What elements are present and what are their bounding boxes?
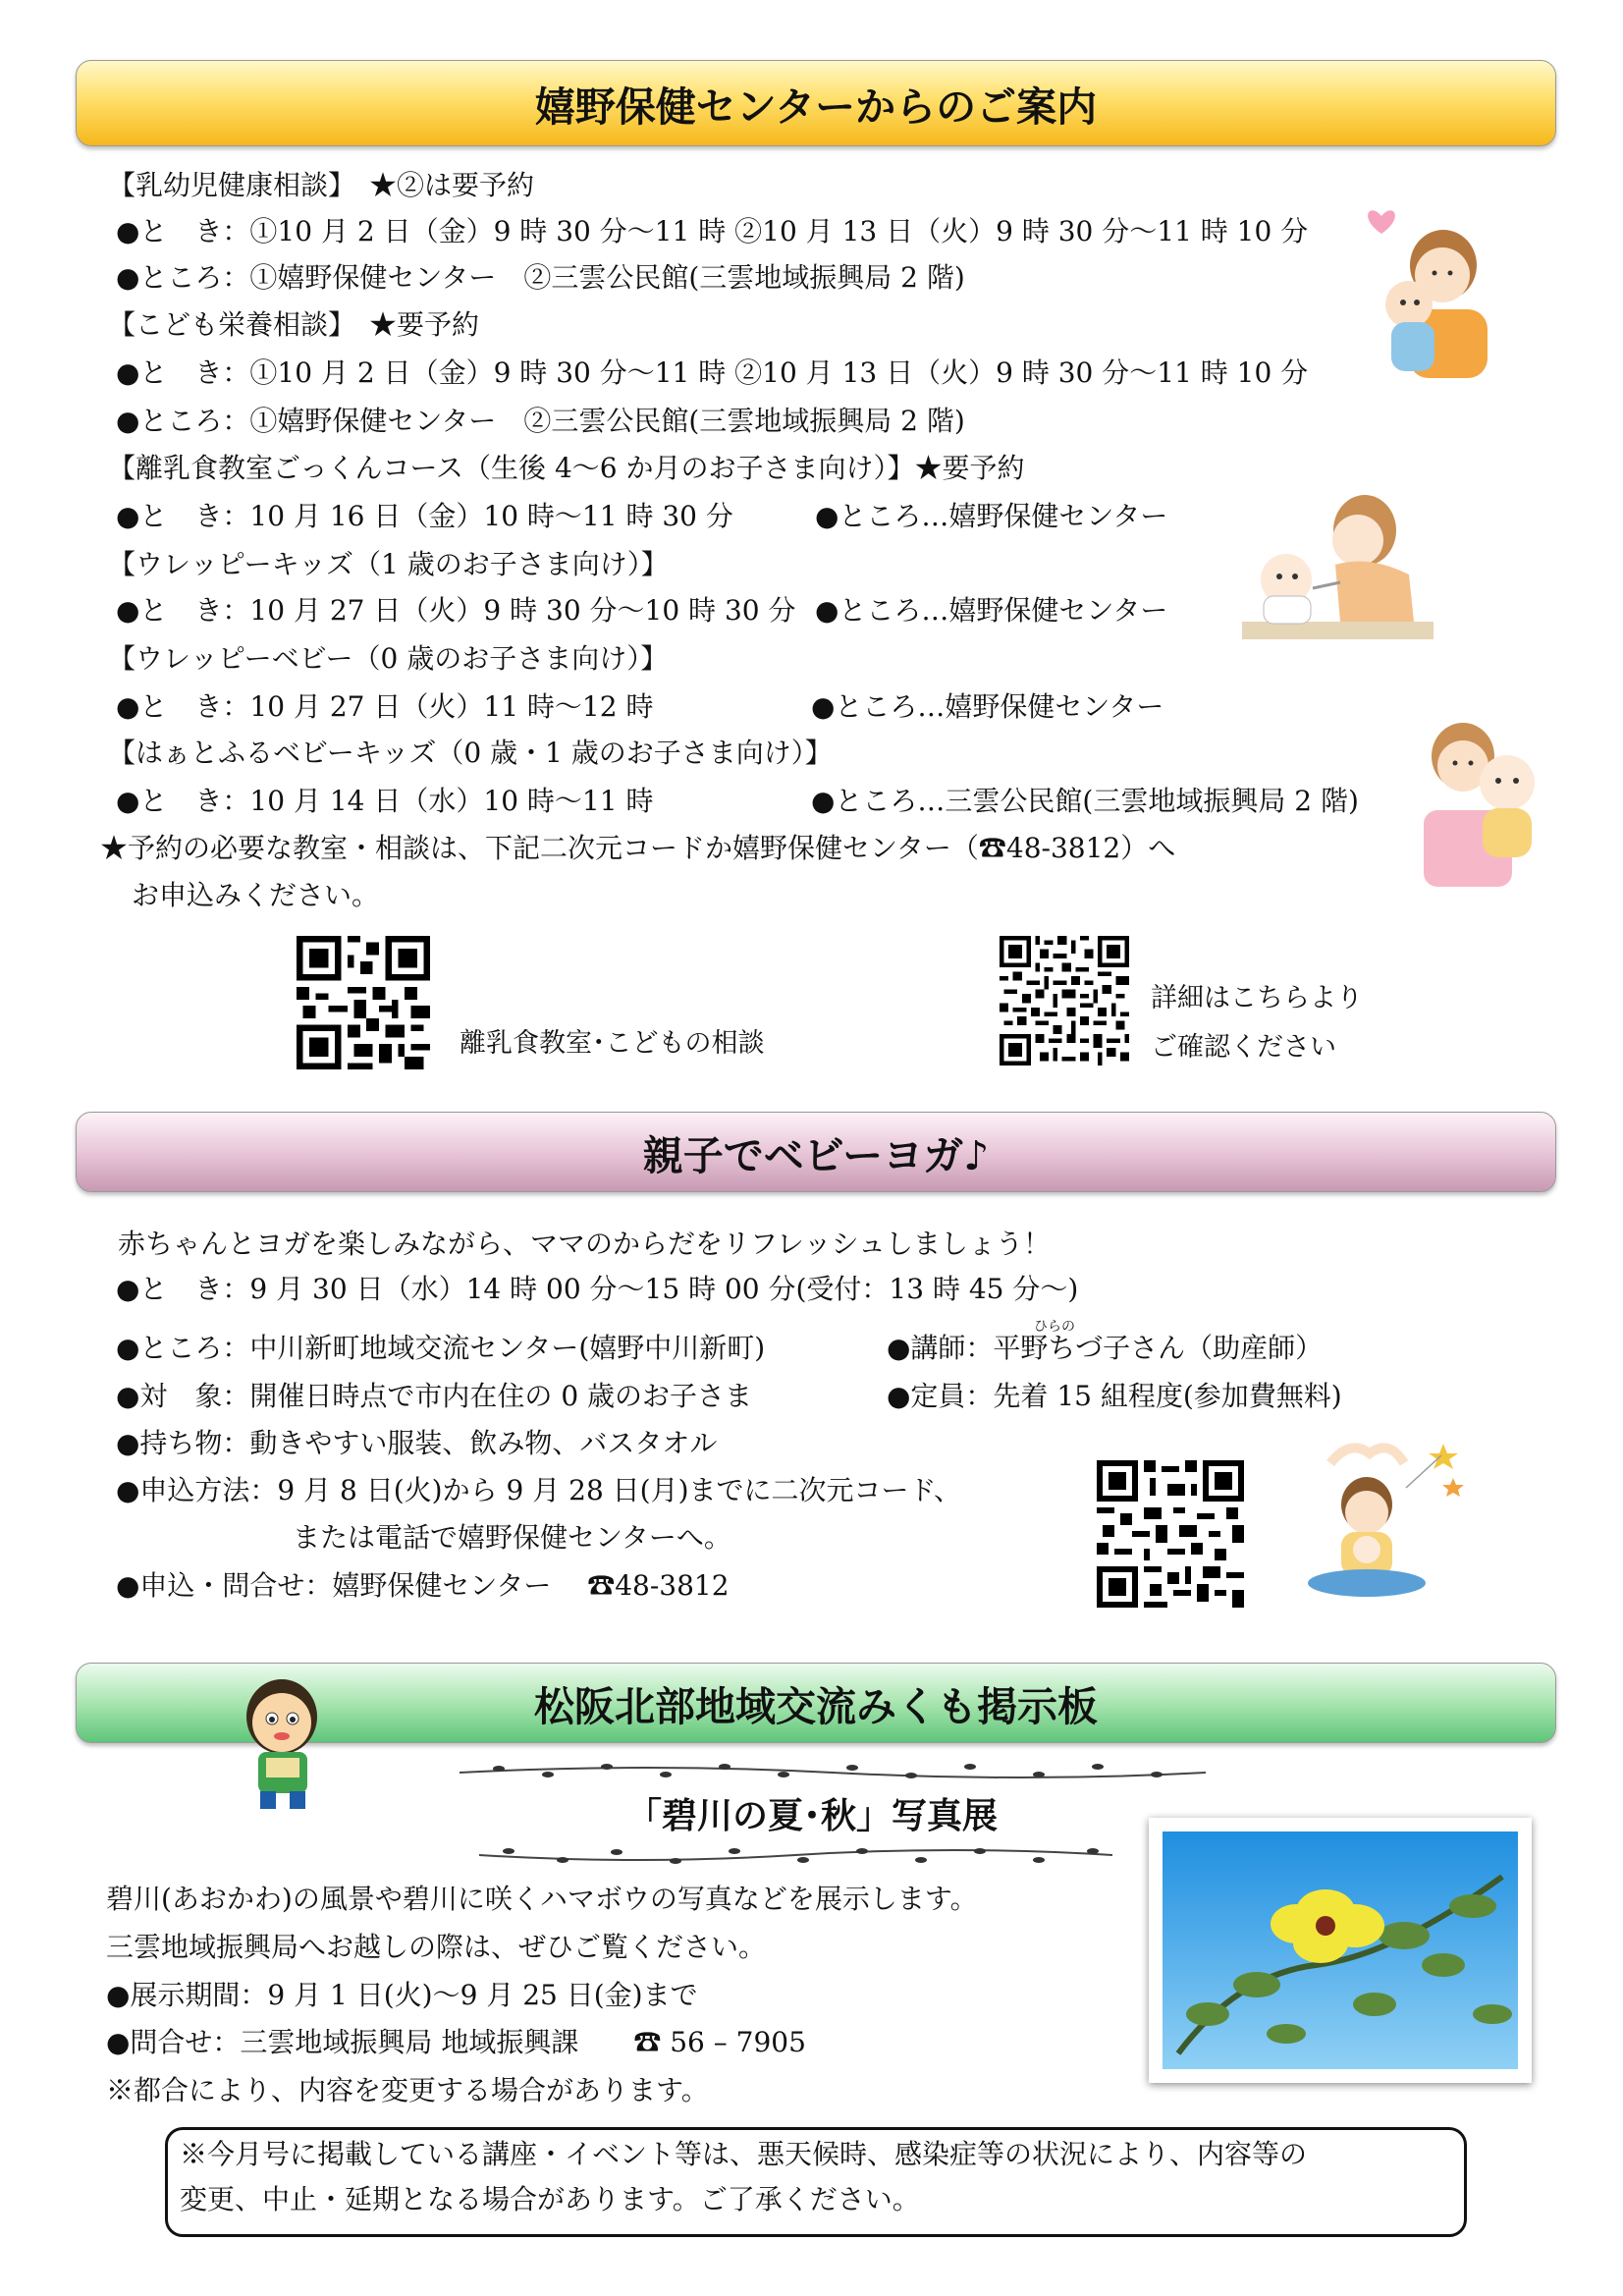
yoga-apply-method-cont: または電話で嬉野保健センターへ。: [293, 1521, 731, 1554]
notice-line-1: ※今月号に掲載している講座・イベント等は、悪天候時、感染症等の状況により、内容等の: [180, 2138, 1308, 2170]
mascot-character-illustration: [239, 1675, 327, 1813]
yoga-instructor: ●講師：平野ちづ子さん（助産師）: [887, 1332, 1324, 1364]
yoga-capacity: ●定員：先着 15 組程度(参加費無料): [887, 1380, 1342, 1412]
reservation-note: ★予約の必要な教室・相談は、下記二次元コードか嬉野保健センター（☎48-3812）へ: [100, 832, 1176, 864]
exhibit-disclaimer: ※都合により、内容を変更する場合があります。: [106, 2074, 709, 2106]
ureppi-baby-where: ●ところ…嬉野保健センター: [811, 690, 1164, 723]
yoga-items: ●持ち物：動きやすい服装、飲み物、バスタオル: [116, 1427, 718, 1459]
qr-code-icon: [297, 936, 430, 1069]
vine-decoration-bottom: [479, 1843, 1112, 1869]
hamabou-flower-photo: [1149, 1818, 1532, 2083]
ureppi-kids-where: ●ところ…嬉野保健センター: [815, 594, 1168, 627]
heading-nutrition-consult: 【こども栄養相談】 ★要予約: [108, 308, 480, 341]
mother-holding-baby-illustration: [1360, 196, 1492, 383]
section-banner-health-center: [76, 60, 1556, 146]
qr1-caption: 離乳食教室･こどもの相談: [460, 1028, 765, 1059]
qr-code-details[interactable]: [1000, 936, 1129, 1066]
heading-infant-consult: 【乳幼児健康相談】 ★②は要予約: [108, 169, 535, 201]
exhibit-period: ●展示期間：9 月 1 日(火)～9 月 25 日(金)まで: [106, 1979, 698, 2011]
yoga-where: ●ところ：中川新町地域交流センター(嬉野中川新町): [116, 1332, 766, 1364]
weaning-class-when: ●と き：10 月 16 日（金）10 時～11 時 30 分: [116, 500, 733, 532]
yoga-apply-method: ●申込方法：9 月 8 日(火)から 9 月 28 日(月)までに二次元コード、: [116, 1474, 961, 1506]
qr-code-icon: [1000, 936, 1129, 1066]
mother-feeding-baby-illustration: [1242, 486, 1434, 643]
heartful-kids-where: ●ところ…三雲公民館(三雲地域振興局 2 階): [811, 785, 1359, 817]
notice-line-2: 変更、中止・延期となる場合があります。ご了承ください。: [180, 2183, 920, 2215]
ureppi-kids-when: ●と き：10 月 27 日（火）9 時 30 分～10 時 30 分: [116, 594, 796, 627]
heading-ureppi-kids: 【ウレッピーキッズ（1 歳のお子さま向け）】: [108, 548, 669, 580]
ureppi-baby-when: ●と き：10 月 27 日（火）11 時～12 時: [116, 690, 654, 723]
yoga-contact: ●申込・問合せ：嬉野保健センター ☎48-3812: [116, 1569, 730, 1602]
flower-photo-image: [1149, 1818, 1532, 2083]
vine-decoration-top: [460, 1759, 1206, 1784]
heading-heartful-kids: 【はぁとふるベビーキッズ（0 歳・1 歳のお子さま向け）】: [108, 737, 833, 769]
yoga-target: ●対 象：開催日時点で市内在住の 0 歳のお子さま: [116, 1380, 753, 1412]
heartful-kids-when: ●と き：10 月 14 日（水）10 時～11 時: [116, 785, 654, 817]
qr-code-weaning-consult[interactable]: [297, 936, 430, 1069]
mother-hugging-baby-illustration: [1414, 712, 1546, 889]
heading-weaning-class: 【離乳食教室ごっくんコース（生後 4～6 か月のお子さま向け）】★要予約: [108, 452, 1025, 484]
yoga-mother-illustration: [1296, 1434, 1468, 1606]
yoga-when: ●と き：9 月 30 日（水）14 時 00 分～15 時 00 分(受付：13 時 45 分～): [116, 1273, 1079, 1305]
section-title: 嬉野保健センターからのご案内: [534, 82, 1098, 131]
weaning-class-where: ●ところ…嬉野保健センター: [815, 500, 1168, 532]
section-banner-baby-yoga: [76, 1112, 1556, 1192]
reservation-note-cont: お申込みください。: [132, 879, 380, 911]
exhibit-contact: ●問合せ：三雲地域振興局 地域振興課 ☎ 56 – 7905: [106, 2026, 806, 2058]
exhibit-description: 碧川(あおかわ)の風景や碧川に咲くハマボウの写真などを展示します。: [106, 1883, 978, 1915]
nutrition-consult-where: ●ところ：①嬉野保健センター ②三雲公民館(三雲地域振興局 2 階): [116, 405, 965, 437]
qr-code-icon: [1097, 1460, 1244, 1608]
notice-box: [165, 2127, 1467, 2237]
section-title: 松阪北部地域交流みくも掲示板: [534, 1682, 1098, 1730]
qr-code-yoga-apply[interactable]: [1097, 1460, 1244, 1608]
instructor-ruby: ひらの: [1034, 1319, 1075, 1335]
section-title: 親子でベビーヨガ♪: [642, 1131, 990, 1179]
qr2-caption-line1: 詳細はこちらより: [1151, 983, 1363, 1013]
infant-consult-when: ●と き：①10 月 2 日（金）9 時 30 分～11 時 ②10 月 13 日（火）9 時 30 分～11 時 10 分: [116, 215, 1309, 247]
qr2-caption-line2: ご確認ください: [1151, 1032, 1336, 1063]
nutrition-consult-when: ●と き：①10 月 2 日（金）9 時 30 分～11 時 ②10 月 13 日（火）9 時 30 分～11 時 10 分: [116, 356, 1309, 389]
heading-ureppi-baby: 【ウレッピーベビー（0 歳のお子さま向け）】: [108, 642, 669, 675]
exhibit-invite: 三雲地域振興局へお越しの際は、ぜひご覧ください。: [106, 1931, 767, 1963]
yoga-intro: 赤ちゃんとヨガを楽しみながら、ママのからだをリフレッシュしましょう！: [118, 1228, 1052, 1260]
infant-consult-where: ●ところ：①嬉野保健センター ②三雲公民館(三雲地域振興局 2 階): [116, 261, 965, 294]
photo-exhibit-title: 「碧川の夏･秋」写真展: [626, 1796, 999, 1836]
